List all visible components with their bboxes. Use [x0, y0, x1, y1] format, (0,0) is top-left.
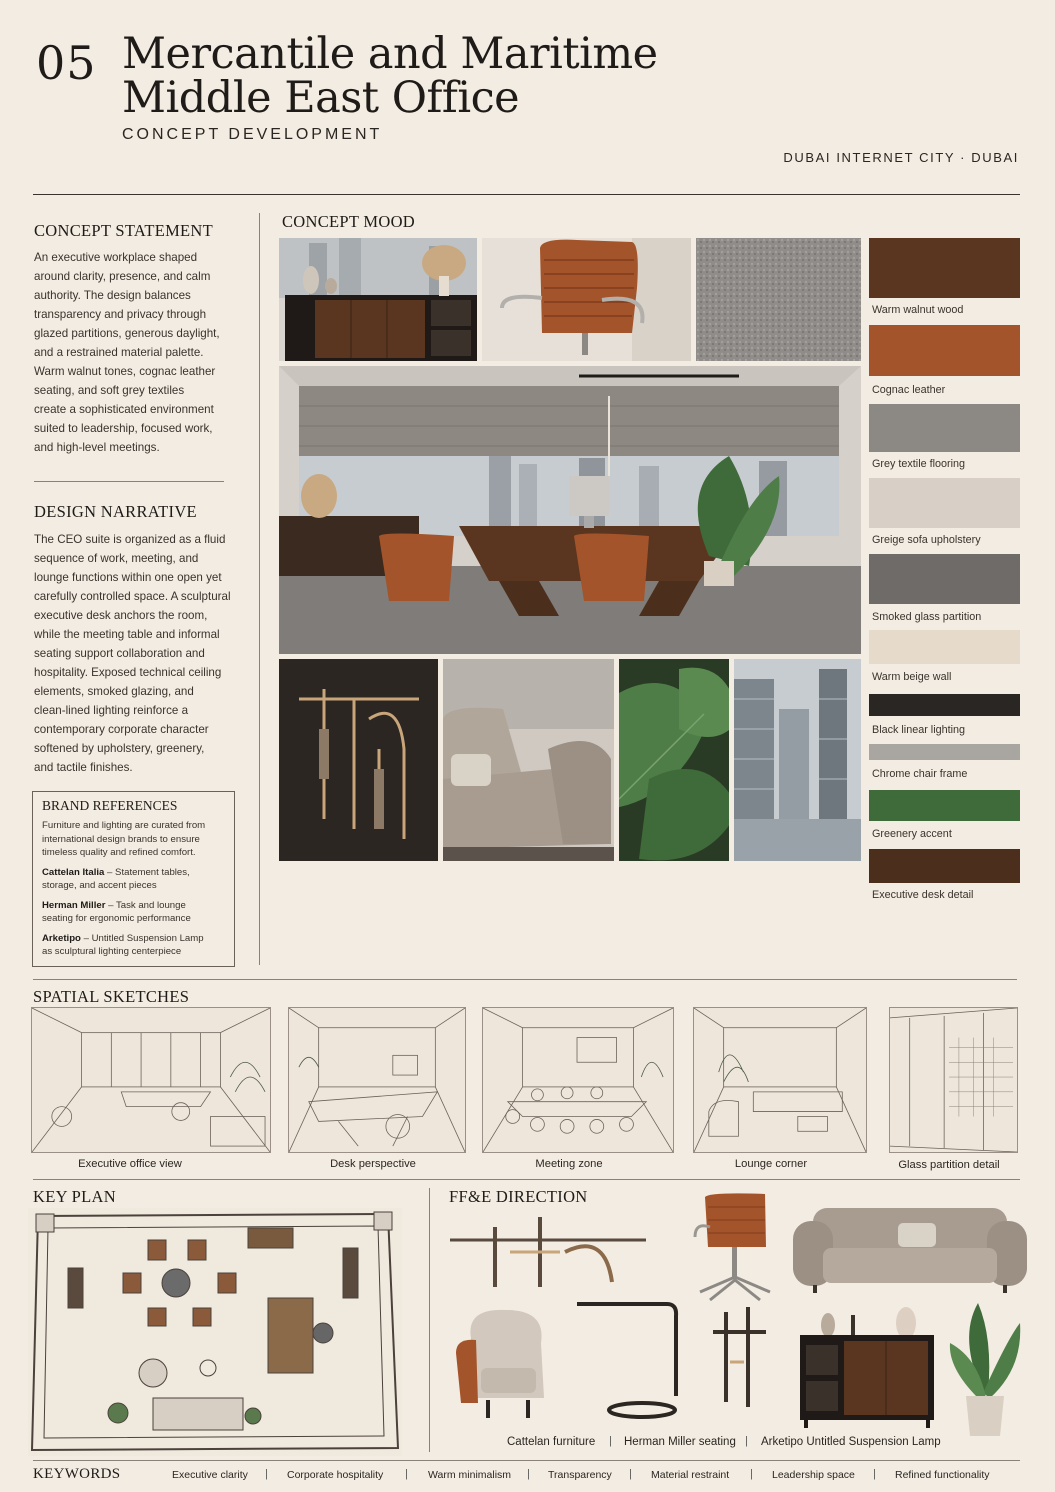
- separator: |: [629, 1468, 632, 1480]
- brand-references-heading: BRAND REFERENCES: [42, 798, 178, 813]
- mood-image-lounge-sofa: [443, 659, 614, 861]
- text-line: clean-lined lighting reinforce a: [34, 704, 189, 717]
- design-narrative-heading: DESIGN NARRATIVE: [34, 502, 197, 521]
- ffe-caption: Cattelan furniture: [507, 1436, 596, 1448]
- key-plan-drawing: [28, 1208, 402, 1456]
- swatch-chrome: [869, 744, 1020, 760]
- text-line: and high-level meetings.: [34, 441, 160, 454]
- ffe-task-chair: [690, 1192, 780, 1302]
- text-line: sequence of work, meeting, and: [34, 552, 199, 565]
- text-line: carefully controlled space. A sculptural: [34, 590, 231, 603]
- swatch-walnut: [869, 238, 1020, 298]
- mood-image-city-towers: [734, 659, 861, 861]
- swatch-greenery: [869, 790, 1020, 821]
- brand-desc: – Untitled Suspension Lamp: [80, 932, 204, 944]
- swatch-label: Warm beige wall: [872, 671, 952, 683]
- header-divider: [33, 194, 1020, 195]
- swatch-label: Grey textile flooring: [872, 458, 966, 470]
- swatch-label: Executive desk detail: [872, 889, 974, 901]
- text-line: softened by upholstery, greenery,: [34, 742, 205, 755]
- project-location: DUBAI INTERNET CITY · DUBAI: [783, 150, 1019, 165]
- brand-desc: seating for ergonomic performance: [42, 913, 191, 924]
- keyword: Refined functionality: [895, 1469, 990, 1481]
- swatch-desk-detail: [869, 849, 1020, 883]
- title-line-1: Mercantile and Maritime: [122, 29, 658, 79]
- separator: |: [609, 1435, 612, 1447]
- ffe-floor-lamp: [572, 1296, 684, 1420]
- section-number: 05: [36, 36, 97, 90]
- brand-desc: storage, and accent pieces: [42, 880, 157, 891]
- brand-name: Arketipo: [42, 932, 81, 944]
- mood-image-credenza: [279, 238, 477, 361]
- column-divider: [259, 213, 260, 965]
- text-line: Warm walnut tones, cognac leather: [34, 365, 216, 378]
- keywords-heading: KEYWORDS: [33, 1466, 121, 1482]
- page-subtitle: CONCEPT DEVELOPMENT: [122, 126, 383, 143]
- mood-image-main-office-render: [279, 366, 861, 654]
- brand-item-arketipo: [42, 932, 225, 959]
- keyword: Executive clarity: [172, 1469, 248, 1481]
- keywords-divider: [33, 1460, 1020, 1461]
- brand-item-herman-miller: [42, 899, 225, 926]
- text-line: glazed partitions, generous daylight,: [34, 327, 220, 340]
- separator: |: [745, 1435, 748, 1447]
- text-line: and tactile finishes.: [34, 761, 133, 774]
- brand-desc: – Task and lounge: [105, 899, 186, 911]
- swatch-grey-textile: [869, 404, 1020, 452]
- text-line: timeless quality and refined comfort.: [42, 847, 196, 858]
- text-line: around clarity, presence, and calm: [34, 270, 211, 283]
- ffe-lounge-armchair: [456, 1308, 552, 1420]
- ffe-heading: FF&E DIRECTION: [449, 1187, 588, 1206]
- sketch-caption: Meeting zone: [535, 1158, 603, 1170]
- text-line: create a sophisticated environment: [34, 403, 214, 416]
- text-line: lounge functions within one open yet: [34, 571, 222, 584]
- brand-name: Cattelan Italia: [42, 866, 105, 878]
- sketch-glass-partition: [889, 1007, 1018, 1153]
- mood-divider: [33, 979, 1017, 980]
- brand-references-box: [32, 791, 235, 967]
- left-divider: [34, 481, 224, 482]
- title-line-2: Middle East Office: [122, 73, 520, 123]
- sketch-caption: Glass partition detail: [898, 1159, 1000, 1171]
- keyword: Corporate hospitality: [287, 1469, 384, 1481]
- spatial-sketches-heading: SPATIAL SKETCHES: [33, 987, 190, 1006]
- ffe-pendant-detail: [708, 1302, 770, 1410]
- text-line: seating, and soft grey textiles: [34, 384, 185, 397]
- text-line: seating support collaboration and: [34, 647, 205, 660]
- separator: |: [527, 1468, 530, 1480]
- brand-name: Herman Miller: [42, 899, 106, 911]
- key-plan-heading: KEY PLAN: [33, 1187, 116, 1206]
- mood-image-leaves: [619, 659, 729, 861]
- ffe-sofa: [793, 1203, 1027, 1295]
- sketch-lounge-corner: [693, 1007, 867, 1153]
- text-line: elements, smoked glazing, and: [34, 685, 194, 698]
- keyword: Transparency: [548, 1469, 612, 1481]
- concept-statement-heading: CONCEPT STATEMENT: [34, 221, 214, 240]
- swatch-label: Greige sofa upholstery: [872, 534, 981, 546]
- sketch-divider: [33, 1179, 1020, 1180]
- text-line: transparency and privacy through: [34, 308, 207, 321]
- text-line: and a restrained material palette.: [34, 346, 204, 359]
- swatch-label: Chrome chair frame: [872, 768, 968, 780]
- separator: |: [405, 1468, 408, 1480]
- concept-statement-text: [34, 248, 249, 457]
- swatch-greige-upholstery: [869, 478, 1020, 528]
- keyword: Leadership space: [772, 1469, 855, 1481]
- text-line: while the meeting table and informal: [34, 628, 220, 641]
- sketch-caption: Lounge corner: [734, 1158, 808, 1170]
- ffe-caption: Herman Miller seating: [624, 1436, 736, 1448]
- swatch-label: Warm walnut wood: [872, 304, 964, 316]
- brand-desc: as sculptural lighting centerpiece: [42, 946, 182, 957]
- sketch-executive-office: [31, 1007, 271, 1153]
- plan-divider: [429, 1188, 430, 1452]
- text-line: authority. The design balances: [34, 289, 191, 302]
- ffe-suspension-lamp: [450, 1212, 646, 1292]
- sketch-meeting-zone: [482, 1007, 674, 1153]
- text-line: hospitality. Exposed technical ceiling: [34, 666, 222, 679]
- ffe-credenza: [796, 1305, 938, 1430]
- design-narrative-text: [34, 530, 256, 777]
- text-line: international design brands to ensure: [42, 833, 200, 845]
- separator: |: [750, 1468, 753, 1480]
- text-line: An executive workplace shaped: [34, 251, 198, 264]
- text-line: contemporary corporate character: [34, 723, 209, 736]
- text-line: The CEO suite is organized as a fluid: [34, 533, 226, 546]
- sketch-caption: Desk perspective: [330, 1158, 416, 1170]
- separator: |: [265, 1468, 268, 1480]
- text-line: suited to leadership, focused work,: [34, 422, 213, 435]
- swatch-cognac: [869, 325, 1020, 376]
- brand-item-cattelan: [42, 866, 225, 893]
- mood-image-suspension-lamp: [279, 659, 438, 861]
- sketch-desk-perspective: [288, 1007, 466, 1153]
- swatch-label: Black linear lighting: [872, 724, 966, 736]
- mood-image-leather-chair: [482, 238, 691, 361]
- swatch-black-lighting: [869, 694, 1020, 716]
- swatch-smoked-glass: [869, 554, 1020, 604]
- sketch-caption: Executive office view: [78, 1158, 182, 1170]
- mood-image-carpet-texture: [696, 238, 861, 361]
- concept-mood-heading: CONCEPT MOOD: [282, 212, 416, 231]
- keyword: Material restraint: [651, 1469, 730, 1481]
- text-line: Furniture and lighting are curated from: [42, 820, 206, 831]
- separator: |: [873, 1468, 876, 1480]
- page-title: [122, 29, 658, 123]
- keyword: Warm minimalism: [428, 1469, 512, 1481]
- swatch-label: Cognac leather: [872, 384, 946, 396]
- swatch-beige-wall: [869, 630, 1020, 664]
- ffe-caption: Arketipo Untitled Suspension Lamp: [761, 1436, 941, 1448]
- brand-desc: – Statement tables,: [104, 866, 190, 878]
- ffe-potted-plant: [948, 1298, 1022, 1438]
- swatch-label: Smoked glass partition: [872, 611, 982, 623]
- swatch-label: Greenery accent: [872, 828, 952, 840]
- text-line: executive desk anchors the room,: [34, 609, 208, 622]
- brand-references-intro: [42, 819, 225, 860]
